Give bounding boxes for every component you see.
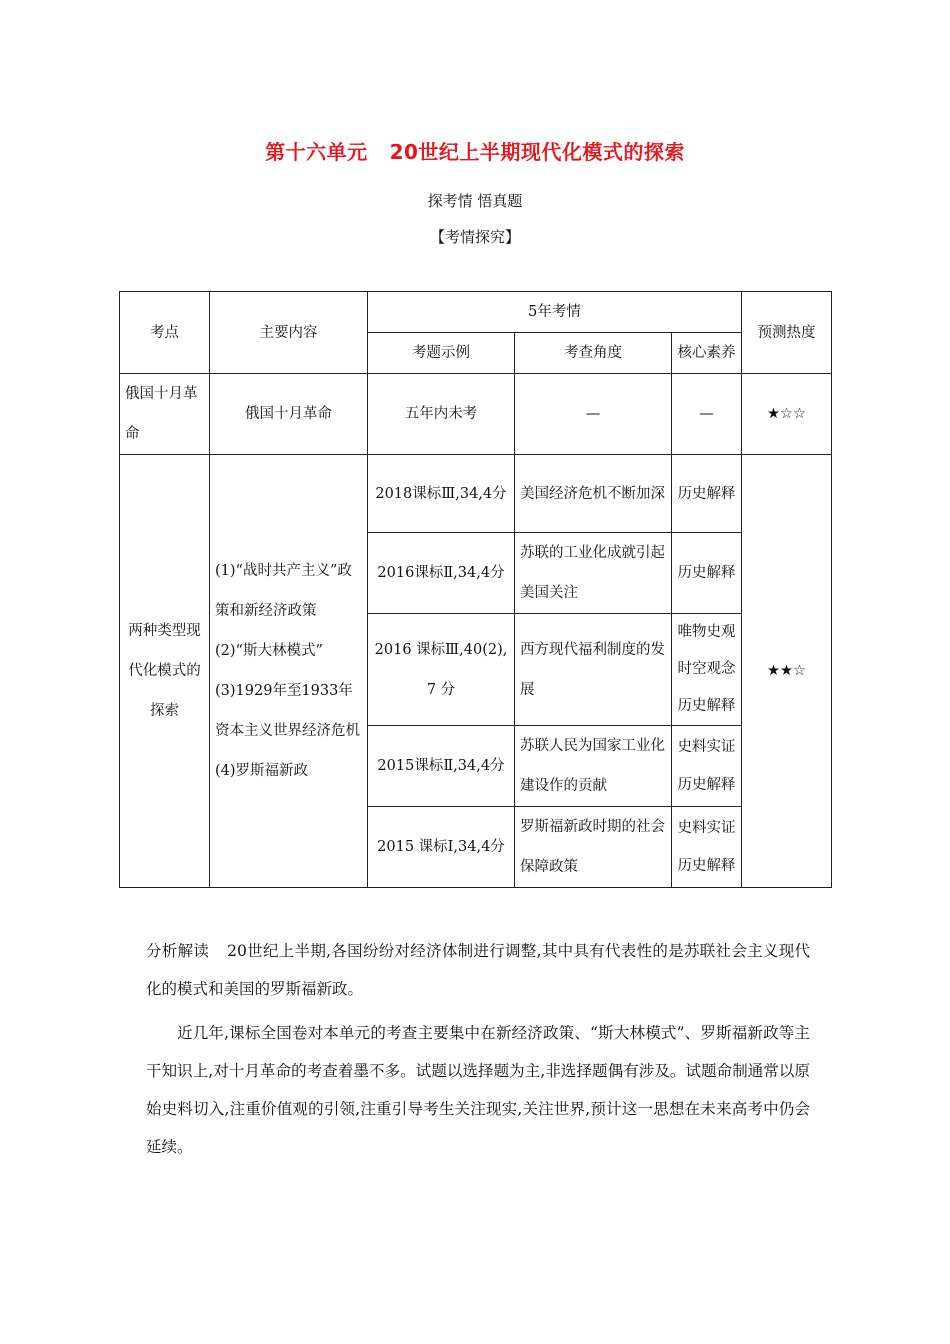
page-title	[0, 136, 950, 165]
row1-angle: —	[515, 374, 672, 455]
row1-content: 俄国十月革命	[210, 374, 368, 455]
row2-content	[210, 455, 368, 888]
content-item: (2)“斯大林模式”	[215, 643, 323, 659]
header-content: 主要内容	[210, 292, 368, 374]
item-literacy	[672, 726, 742, 807]
section-heading: 【考情探究】	[429, 228, 520, 246]
item-angle: 西方现代福利制度的发展	[515, 614, 672, 726]
row2-kaodian: 两种类型现代化模式的探索	[120, 455, 210, 888]
literacy-line: 历史解释	[677, 858, 736, 874]
literacy-line: 时空观念	[677, 661, 736, 677]
unit-topic: 20世纪上半期现代化模式的探索	[389, 140, 685, 164]
analysis-paragraph-1	[146, 932, 810, 1008]
item-literacy	[672, 614, 742, 726]
exam-analysis-table	[119, 291, 832, 888]
unit-number: 第十六单元	[265, 140, 368, 164]
row1-literacy: —	[672, 374, 742, 455]
item-example: 2015 课标Ⅰ,34,4分	[368, 807, 515, 888]
item-angle: 苏联的工业化成就引起美国关注	[515, 533, 672, 614]
literacy-line: 历史解释	[677, 698, 736, 714]
literacy-line: 史料实证	[677, 820, 736, 836]
analysis-label: 分析解读	[146, 942, 210, 960]
item-example: 2018课标Ⅲ,34,4分	[368, 455, 515, 533]
literacy-line: 历史解释	[677, 565, 736, 581]
item-example: 2015课标Ⅱ,34,4分	[368, 726, 515, 807]
header-literacy: 核心素养	[672, 333, 742, 374]
literacy-line: 历史解释	[677, 777, 736, 793]
content-item: (4)罗斯福新政	[215, 763, 309, 779]
analysis-text-1: 20世纪上半期,各国纷纷对经济体制进行调整,其中具有代表性的是苏联社会主义现代化的模式和美国的罗斯福新政。	[146, 942, 810, 998]
subtitle: 探考情 悟真题	[427, 192, 523, 210]
literacy-line: 唯物史观	[677, 624, 736, 640]
item-literacy	[672, 533, 742, 614]
analysis-paragraph-2: 近几年,课标全国卷对本单元的考查主要集中在新经济政策、“斯大林模式”、罗斯福新政等主干知识上,对十月革命的考查着墨不多。试题以选择题为主,非选择题偶有涉及。试题命制通常以原始史料切入,注重价值观的引领,注重引导考生关注现实,关注世界,预计这一思想在未来高考中仍会延续。	[146, 1024, 810, 1156]
header-heat: 预测热度	[742, 292, 832, 374]
item-example: 2016 课标Ⅲ,40(2),7 分	[368, 614, 515, 726]
literacy-line: 史料实证	[677, 739, 736, 755]
row1-heat: ★☆☆	[742, 374, 832, 455]
row1-example: 五年内未考	[368, 374, 515, 455]
item-example: 2016课标Ⅱ,34,4分	[368, 533, 515, 614]
item-literacy	[672, 807, 742, 888]
header-angle: 考查角度	[515, 333, 672, 374]
row1-kaodian: 俄国十月革命	[120, 374, 210, 455]
content-item: (3)1929年至1933年资本主义世界经济危机	[215, 683, 360, 739]
item-angle: 罗斯福新政时期的社会保障政策	[515, 807, 672, 888]
item-angle: 苏联人民为国家工业化建设作的贡献	[515, 726, 672, 807]
header-example: 考题示例	[368, 333, 515, 374]
header-kaodian: 考点	[120, 292, 210, 374]
literacy-line: 历史解释	[677, 485, 736, 502]
header-five-years: 5年考情	[368, 292, 742, 333]
content-item: (1)“战时共产主义”政策和新经济政策	[215, 563, 352, 619]
item-angle: 美国经济危机不断加深	[515, 455, 672, 533]
item-literacy	[672, 455, 742, 533]
row2-heat: ★★☆	[742, 455, 832, 888]
